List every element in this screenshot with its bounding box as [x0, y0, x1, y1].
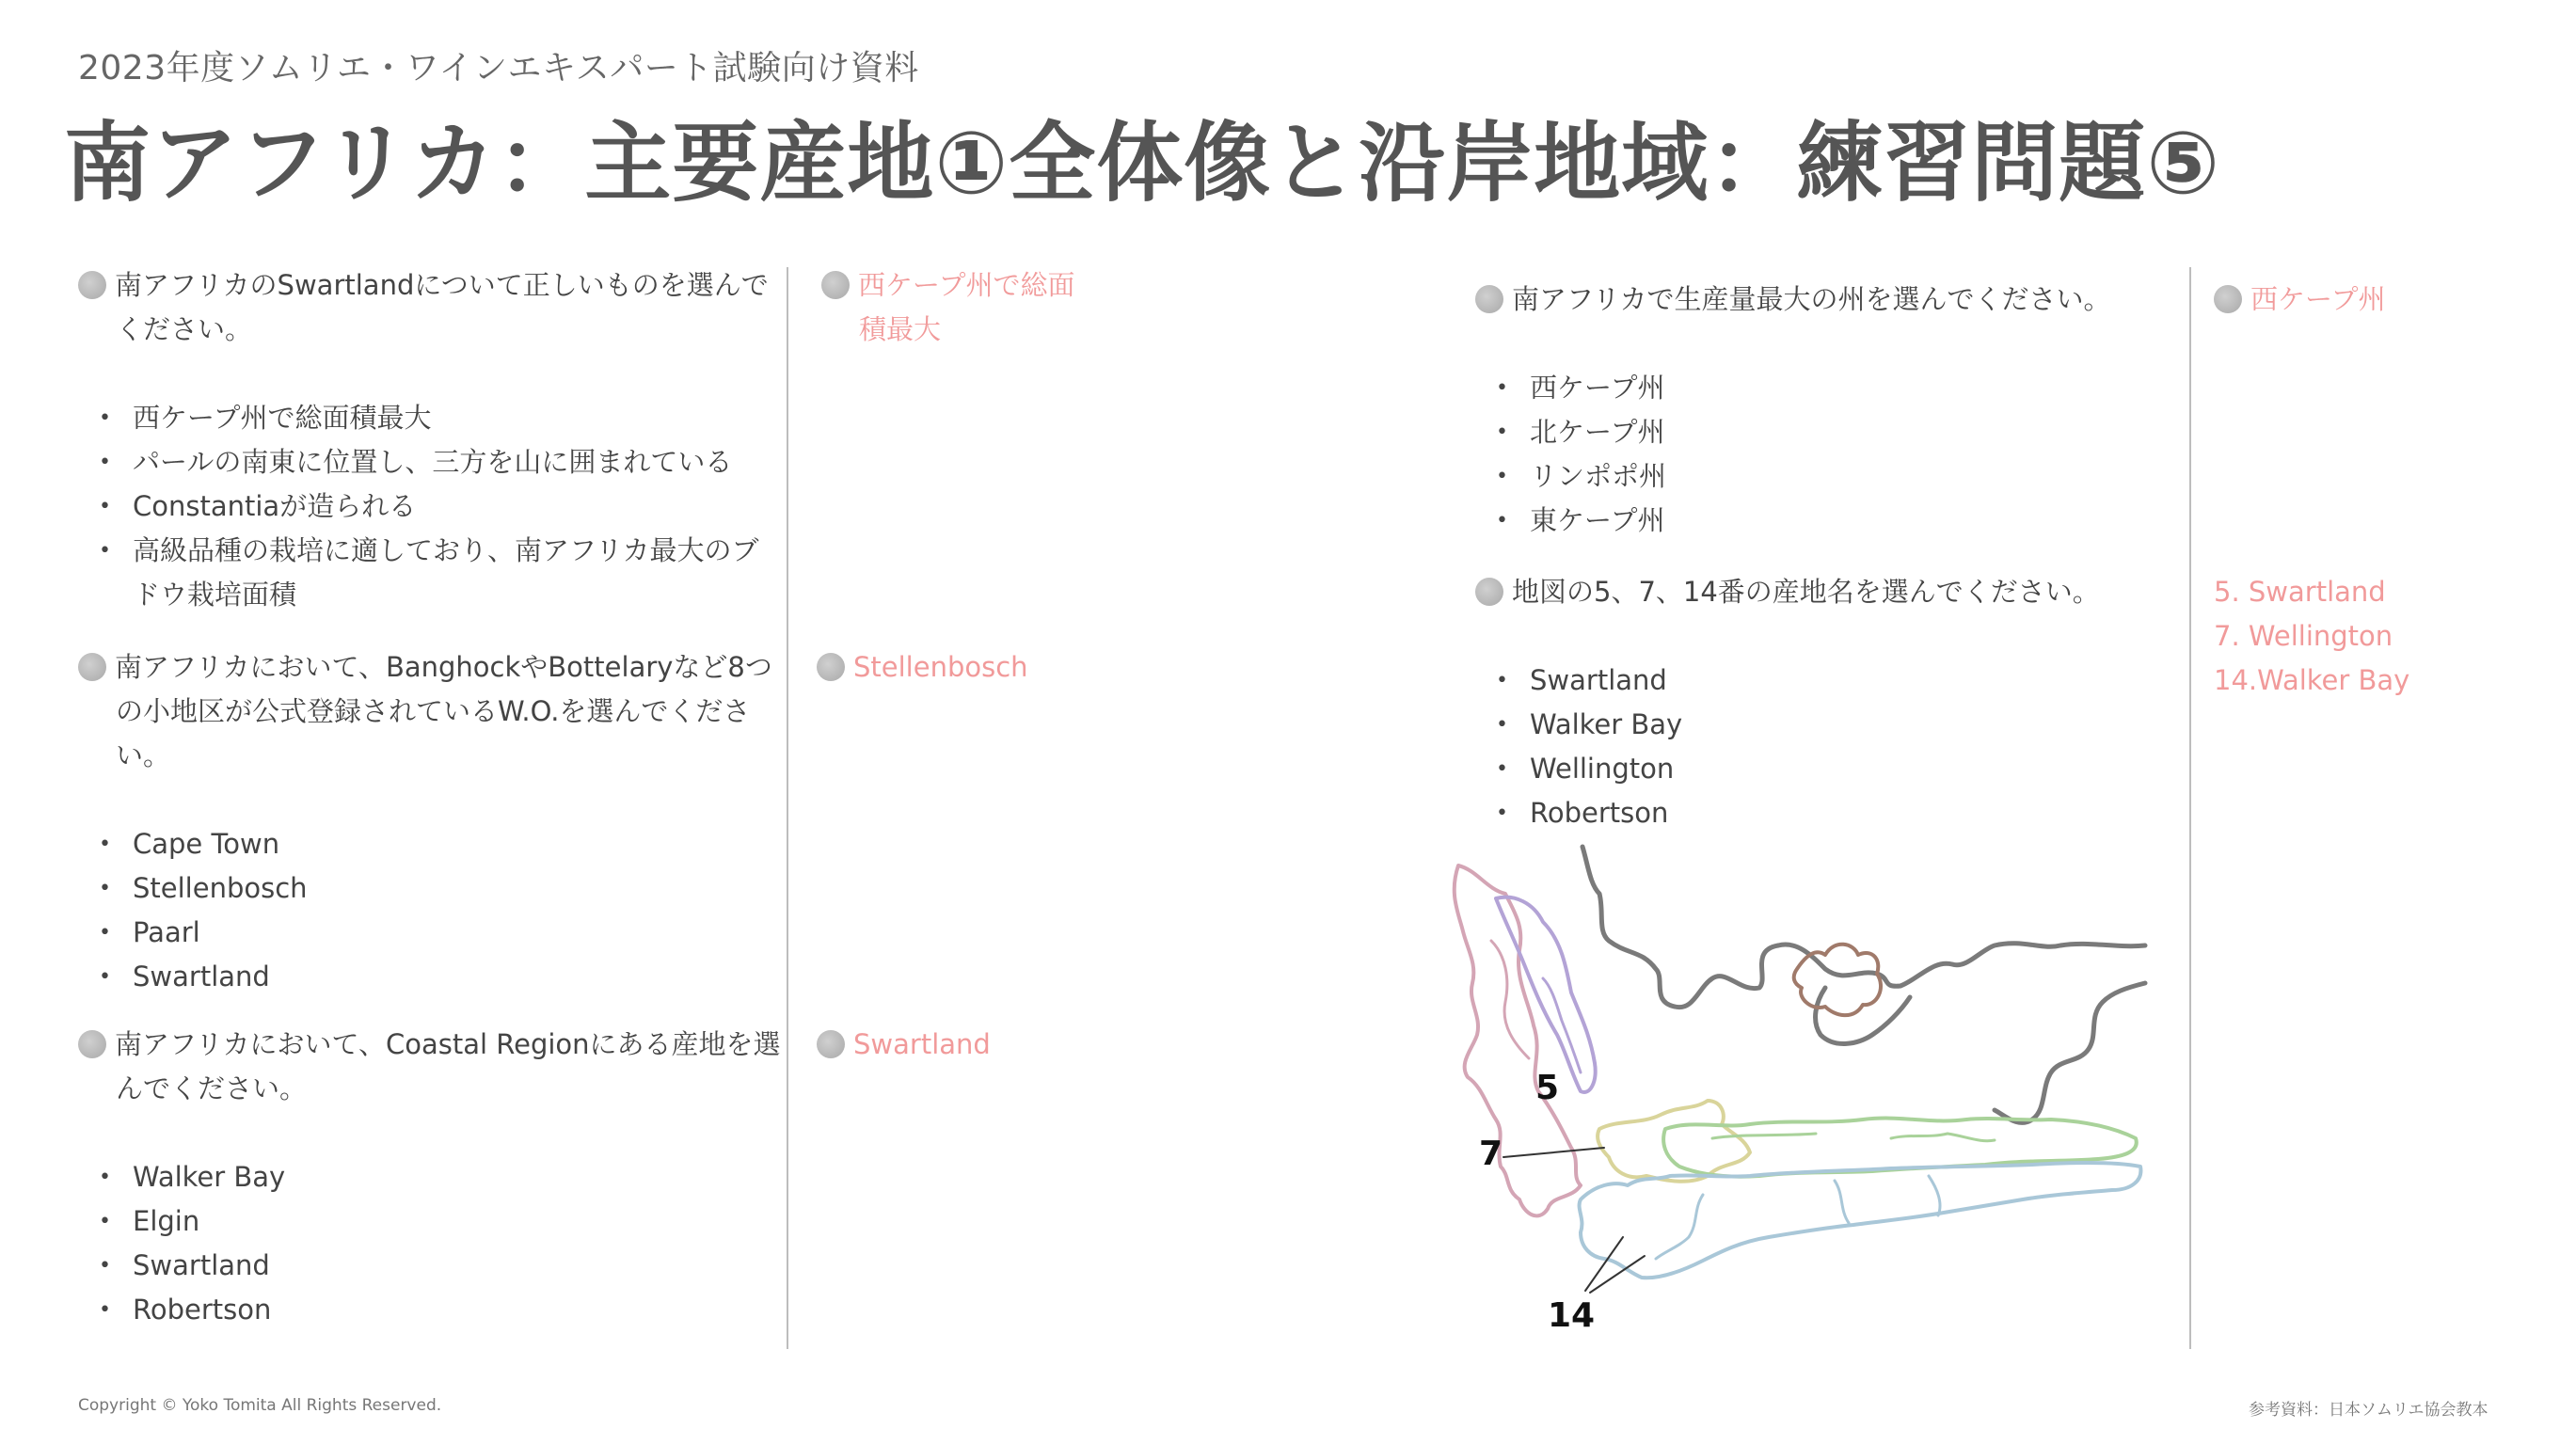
map-label-14: 14: [1548, 1296, 1596, 1335]
bullet-dot-icon: [821, 271, 850, 299]
answer-text: Swartland: [853, 1028, 991, 1060]
option-item: • 西ケープ州: [1494, 366, 2171, 410]
bullet-dot-icon: [817, 653, 845, 681]
option-item: • 西ケープ州で総面積最大: [97, 396, 774, 440]
map-label-7: 7: [1479, 1135, 1503, 1173]
page-subtitle: 2023年度ソムリエ・ワインエキスパート試験向け資料: [78, 49, 919, 87]
reference-text: 参考資料：日本ソムリエ協会教本: [2249, 1401, 2489, 1420]
answer-3: [817, 1023, 1193, 1067]
bullet-dot-icon: [78, 1030, 106, 1058]
option-item: • 東ケープ州: [1494, 499, 2171, 543]
page-title: 南アフリカ：主要産地①全体像と沿岸地域：練習問題⑤: [64, 113, 2221, 214]
map-label-5: 5: [1535, 1069, 1560, 1107]
question-4: [1475, 278, 2171, 543]
option-list: [78, 822, 774, 999]
leader-line-7: [1503, 1148, 1604, 1157]
column-divider-right: [2189, 267, 2191, 1349]
option-list: [1475, 659, 2171, 835]
region-purple-inner: [1543, 978, 1581, 1072]
option-list: [1475, 366, 2171, 543]
option-item: • Walker Bay: [97, 1155, 793, 1199]
option-item: • Paarl: [97, 911, 774, 955]
question-text: 地図の5、7、14番の産地名を選んでください。: [1512, 576, 2100, 608]
option-item: • リンポポ州: [1494, 454, 2171, 499]
region-yellow: [1598, 1101, 1750, 1182]
region-boundary-gray: [1778, 944, 2145, 987]
copyright-text: Copyright © Yoko Tomita All Rights Reserved.: [78, 1396, 442, 1415]
option-list: [78, 1155, 793, 1332]
bullet-dot-icon: [817, 1030, 845, 1058]
region-walker-bay-inner: [1656, 1195, 1703, 1259]
question-2: [78, 645, 774, 999]
answer-4: [2214, 278, 2496, 322]
answer-text: 14.Walker Bay: [2214, 664, 2410, 696]
option-item: • パールの南東に位置し、三方を山に囲まれている: [97, 440, 774, 484]
answer-text: Stellenbosch: [853, 651, 1028, 683]
option-list: [78, 396, 774, 617]
region-boundary-gray: [1995, 983, 2145, 1122]
region-boundary-gray: [1582, 847, 1778, 1008]
region-green-inner: [1712, 1134, 1816, 1138]
option-item: • Elgin: [97, 1199, 793, 1244]
region-boundary-gray: [1816, 988, 1910, 1043]
bullet-dot-icon: [78, 271, 106, 299]
option-item: • Swartland: [97, 1244, 793, 1288]
option-item: • Swartland: [97, 955, 774, 999]
answer-1: [821, 263, 1094, 352]
answer-text: 西ケープ州で総面積最大: [858, 269, 1075, 345]
answer-text: 5. Swartland: [2214, 576, 2386, 608]
bullet-dot-icon: [1475, 285, 1503, 313]
bullet-dot-icon: [1475, 578, 1503, 606]
option-item: • Stellenbosch: [97, 866, 774, 911]
option-item: • 高級品種の栽培に適しており、南アフリカ最大のブドウ栽培面積: [97, 529, 774, 617]
option-item: • Robertson: [1494, 791, 2171, 835]
answer-5: [2214, 570, 2496, 703]
option-item: • Wellington: [1494, 747, 2171, 791]
answer-2: [817, 645, 1193, 690]
answer-text: 7. Wellington: [2214, 620, 2393, 652]
bullet-dot-icon: [78, 653, 106, 681]
question-3: [78, 1023, 793, 1332]
option-item: • Walker Bay: [1494, 703, 2171, 747]
option-item: • Robertson: [97, 1288, 793, 1332]
answer-text: 西ケープ州: [2250, 283, 2386, 315]
option-item: • Swartland: [1494, 659, 2171, 703]
question-text: 南アフリカにおいて、BanghockやBottelaryなど8つの小地区が公式登録されているW.O.を選んでください。: [115, 651, 772, 771]
question-5: [1475, 570, 2171, 835]
question-1: [78, 263, 774, 617]
region-walker-bay-inner: [1835, 1181, 1849, 1223]
region-purple: [1496, 897, 1596, 1092]
region-walker-bay-inner: [1929, 1176, 1940, 1215]
question-text: 南アフリカで生産量最大の州を選んでください。: [1512, 283, 2111, 315]
region-brown: [1794, 945, 1881, 1015]
wine-region-map: [1439, 837, 2164, 1345]
option-item: • Cape Town: [97, 822, 774, 866]
region-green-inner: [1891, 1134, 1995, 1141]
bullet-dot-icon: [2214, 285, 2242, 313]
option-item: • Constantiaが造られる: [97, 484, 774, 529]
question-text: 南アフリカにおいて、Coastal Regionにある産地を選んでください。: [115, 1028, 781, 1104]
option-item: • 北ケープ州: [1494, 410, 2171, 454]
question-text: 南アフリカのSwartlandについて正しいものを選んでください。: [115, 269, 769, 345]
